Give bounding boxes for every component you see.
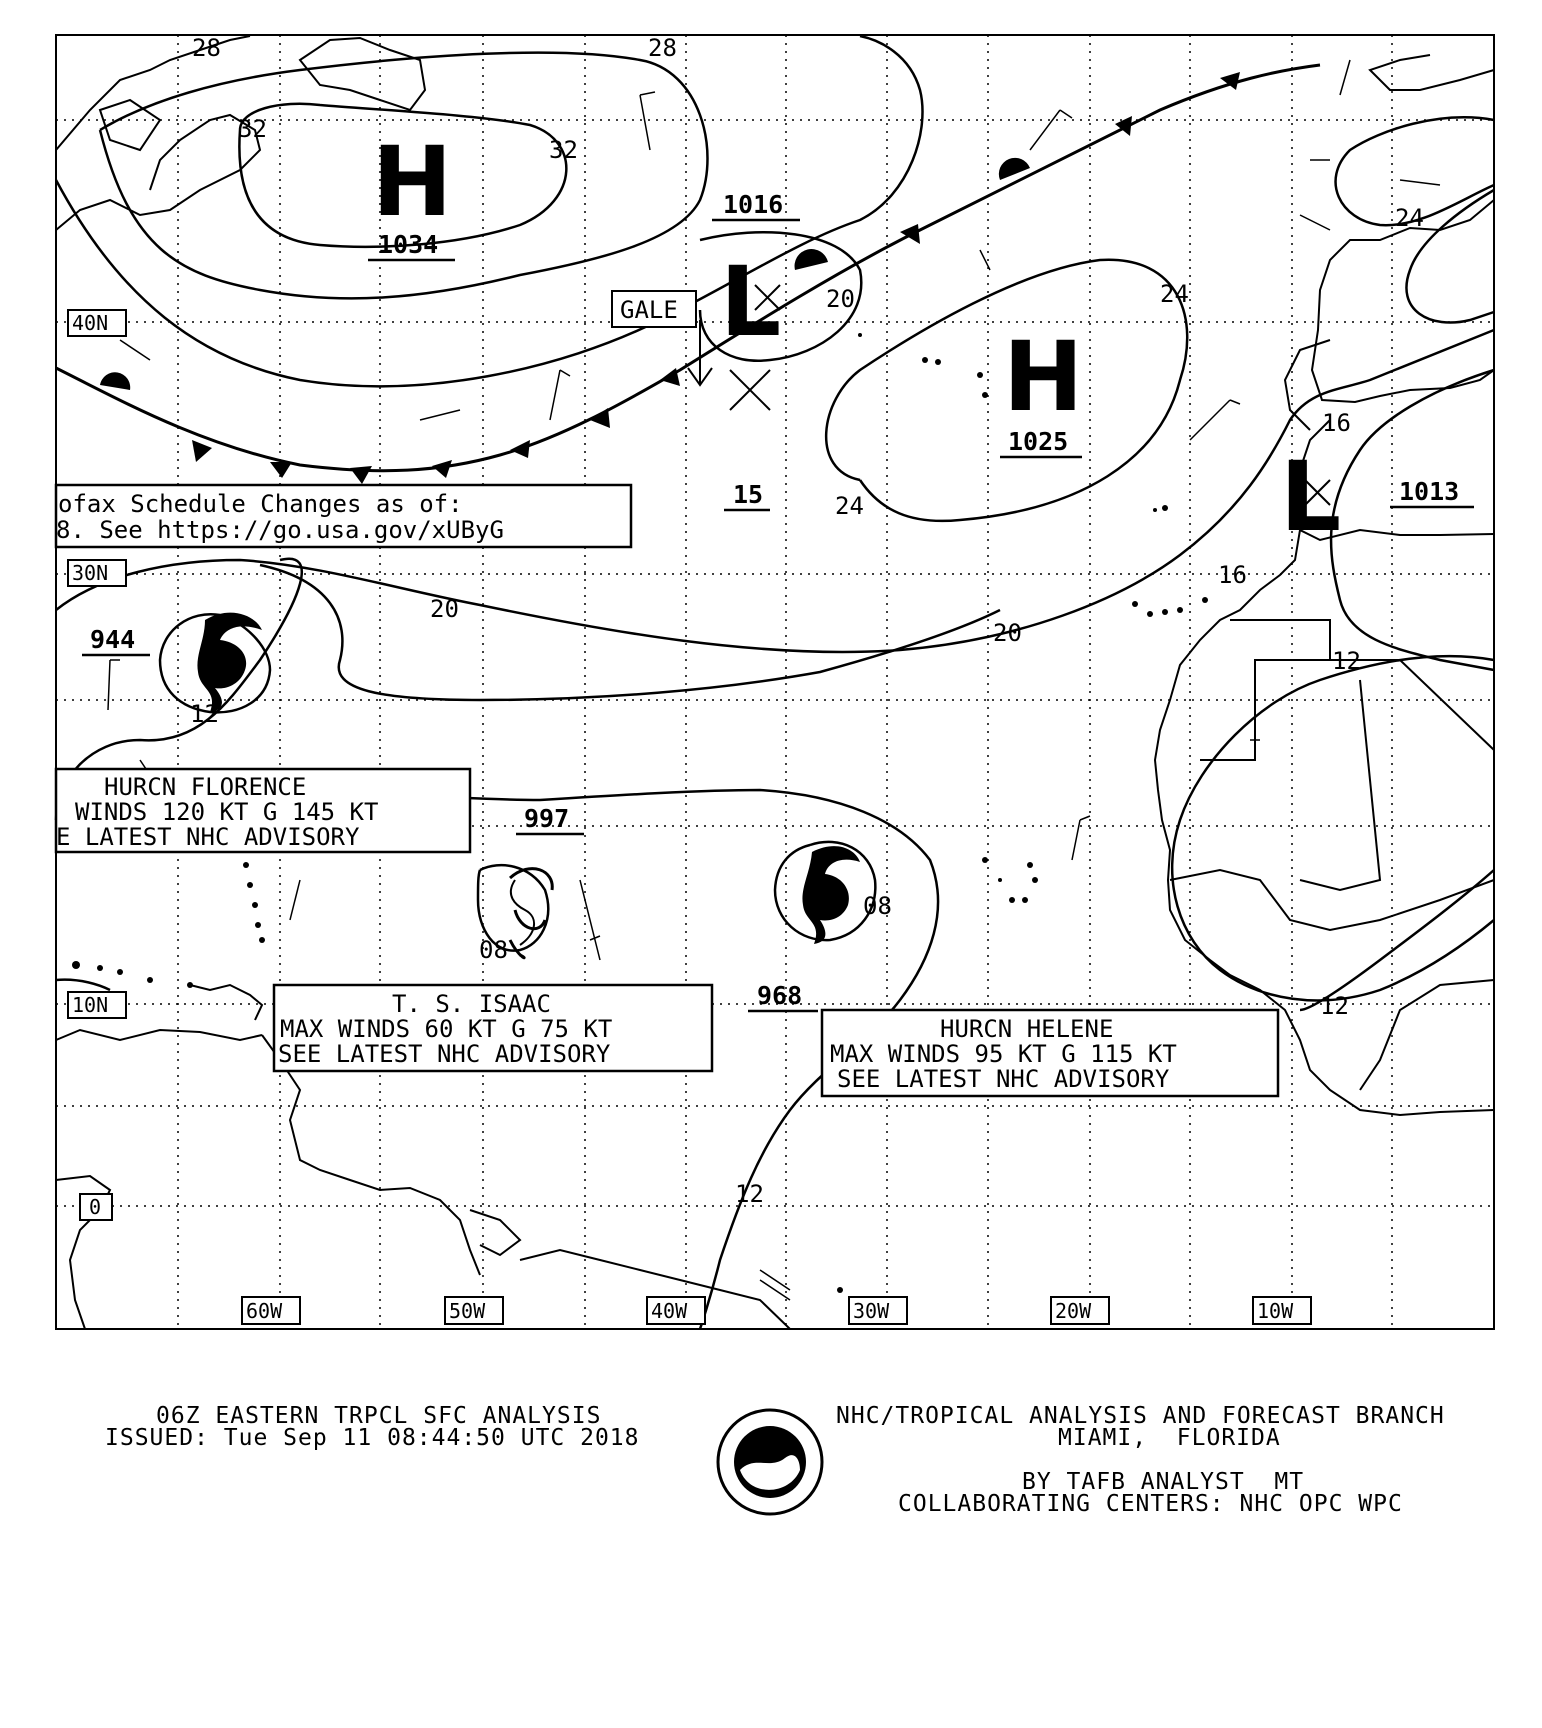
lon-label-10w: 10W (1257, 1299, 1294, 1323)
pressure-1016: 1016 (723, 190, 784, 219)
pressure-15: 15 (733, 480, 764, 509)
low-1016-letter: L (720, 246, 782, 358)
isobar-label: 16 (1218, 561, 1247, 589)
isobar-label: 12 (190, 700, 219, 728)
pressure-944: 944 (90, 625, 136, 654)
hurricane-helene-symbol (802, 846, 860, 944)
helene-line-3: SEE LATEST NHC ADVISORY (837, 1065, 1170, 1093)
florence-line-2: WINDS 120 KT G 145 KT (75, 798, 379, 826)
isobar-label: 28 (648, 34, 677, 62)
pressure-1034: 1034 (378, 230, 439, 259)
schedule-line-2: 8. See https://go.usa.gov/xUByG (56, 516, 504, 544)
isaac-line-1: T. S. ISAAC (392, 990, 551, 1018)
florence-line-3: E LATEST NHC ADVISORY (56, 823, 360, 851)
lat-label-10n: 10N (72, 993, 109, 1017)
isobar-label: 32 (238, 115, 267, 143)
isaac-line-3: SEE LATEST NHC ADVISORY (278, 1040, 611, 1068)
gale-box (612, 291, 696, 327)
isobar-label: 28 (192, 34, 221, 62)
isobar-label: 32 (549, 136, 578, 164)
lon-label-30w: 30W (853, 1299, 890, 1323)
isobar-label: 24 (835, 492, 864, 520)
gale-label: GALE (620, 296, 678, 324)
isobar-label: 12 (1332, 647, 1361, 675)
footer-branch: NHC/TROPICAL ANALYSIS AND FORECAST BRANCH (836, 1403, 1445, 1429)
helene-line-2: MAX WINDS 95 KT G 115 KT (830, 1040, 1177, 1068)
pressure-968: 968 (757, 981, 803, 1010)
latitude-labels (68, 310, 126, 1220)
noaa-logo (718, 1410, 822, 1514)
isobar-label: 24 (1160, 280, 1189, 308)
footer-analyst: BY TAFB ANALYST MT (1022, 1469, 1305, 1495)
isobar-label: 20 (826, 285, 855, 313)
lat-label-0: 0 (89, 1195, 102, 1219)
florence-info-box (56, 769, 470, 852)
helene-info-box (822, 1010, 1278, 1096)
lon-label-60w: 60W (246, 1299, 283, 1323)
isobar-label: 24 (1395, 204, 1424, 232)
isobar-label: 08 (479, 936, 508, 964)
lon-label-50w: 50W (449, 1299, 486, 1323)
florence-line-1: HURCN FLORENCE (104, 773, 307, 801)
lat-label-40n: 40N (72, 311, 109, 335)
schedule-notice-box (56, 485, 631, 547)
footer-collaborating: COLLABORATING CENTERS: NHC OPC WPC (898, 1491, 1403, 1517)
footer-issued: ISSUED: Tue Sep 11 08:44:50 UTC 2018 (105, 1425, 640, 1451)
pressure-997: 997 (524, 804, 570, 833)
pressure-1025: 1025 (1008, 427, 1069, 456)
longitude-labels (242, 1297, 1311, 1324)
isobar-label: 16 (1322, 409, 1351, 437)
isobar-label: 12 (735, 1180, 764, 1208)
isobar-label: 20 (993, 619, 1022, 647)
low-1013-letter: L (1280, 441, 1342, 553)
isobars (56, 36, 1494, 1329)
high-1025-letter: H (1003, 321, 1084, 433)
isaac-line-2: MAX WINDS 60 KT G 75 KT (280, 1015, 613, 1043)
helene-line-1: HURCN HELENE (940, 1015, 1114, 1043)
footer-title: 06Z EASTERN TRPCL SFC ANALYSIS (156, 1403, 602, 1429)
pressure-1013: 1013 (1399, 477, 1460, 506)
noaa-logo-text: NOAA (746, 1439, 778, 1454)
footer-location: MIAMI, FLORIDA (1058, 1425, 1281, 1451)
isaac-info-box (274, 985, 712, 1071)
isobar-label: 12 (1320, 992, 1349, 1020)
lat-label-30n: 30N (72, 561, 109, 585)
isobar-label: 20 (430, 595, 459, 623)
lon-label-40w: 40W (651, 1299, 688, 1323)
schedule-line-1: ofax Schedule Changes as of: (58, 490, 463, 518)
lon-label-20w: 20W (1055, 1299, 1092, 1323)
high-1034-letter: H (372, 126, 453, 238)
isobar-label: 08 (863, 892, 892, 920)
